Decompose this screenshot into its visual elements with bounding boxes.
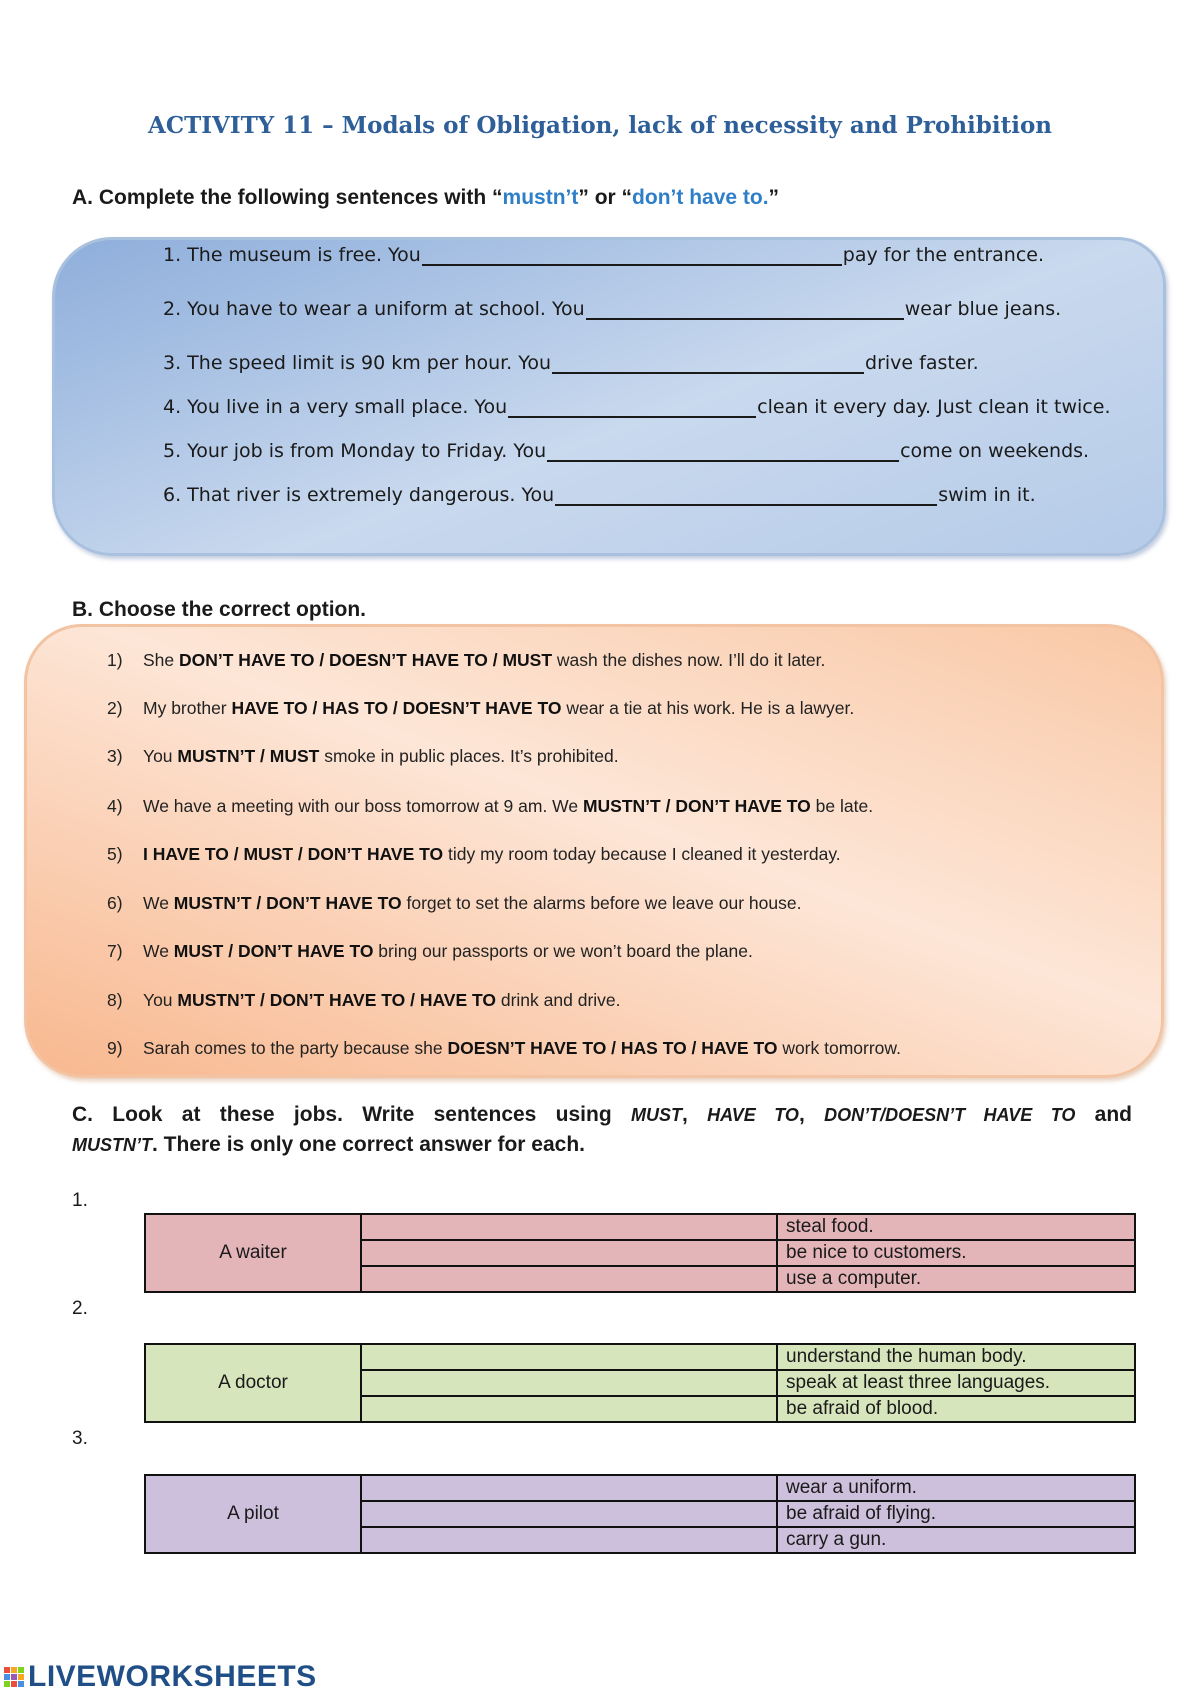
answer-cell[interactable] [361, 1475, 777, 1501]
choice-item-6[interactable] [107, 893, 801, 914]
answer-cell[interactable] [361, 1240, 777, 1266]
section-a-heading [72, 186, 779, 210]
answer-blank-5[interactable] [547, 442, 899, 462]
item-number: 8) [107, 990, 123, 1010]
action-cell: wear a uniform. [777, 1475, 1135, 1501]
sentence-6-after: swim in it. [938, 484, 1036, 506]
action-cell: use a computer. [777, 1266, 1135, 1292]
modal-mustnt: MUSTN’T [72, 1135, 152, 1155]
section-c-heading-line2 [72, 1130, 585, 1160]
logo-grid-icon [4, 1667, 24, 1687]
sentence-2-before: 2. You have to wear a uniform at school. You [163, 298, 585, 320]
item-number: 7) [107, 941, 123, 961]
answer-cell[interactable] [361, 1344, 777, 1370]
item-number: 4) [107, 796, 123, 816]
job-number-1: 1. [72, 1190, 88, 1211]
sentence-3-before: 3. The speed limit is 90 km per hour. You [163, 352, 552, 374]
action-cell: carry a gun. [777, 1527, 1135, 1553]
page-title: ACTIVITY 11 – Modals of Obligation, lack of necessity and Prohibition [147, 112, 1053, 139]
item-number: 6) [107, 893, 123, 913]
option-mustnt: mustn’t [502, 186, 579, 209]
modal-must: MUST [630, 1105, 682, 1125]
item-text-after: wear a tie at his work. He is a lawyer. [561, 698, 855, 718]
action-cell: speak at least three languages. [777, 1370, 1135, 1396]
action-cell: steal food. [777, 1214, 1135, 1240]
action-cell: be nice to customers. [777, 1240, 1135, 1266]
answer-blank-3[interactable] [552, 354, 864, 374]
item-number: 2) [107, 698, 123, 718]
sentence-4-after: clean it every day. Just clean it twice. [757, 396, 1111, 418]
action-cell: be afraid of flying. [777, 1501, 1135, 1527]
item-text-before: My brother [143, 698, 232, 718]
logo-text: LIVEWORKSHEETS [28, 1660, 317, 1693]
choice-item-3[interactable] [107, 746, 619, 767]
answer-cell[interactable] [361, 1214, 777, 1240]
choice-item-2[interactable] [107, 698, 854, 719]
answer-blank-6[interactable] [555, 486, 937, 506]
item-text-after: forget to set the alarms before we leave our house. [401, 893, 802, 913]
item-text-after: wash the dishes now. I’ll do it later. [552, 650, 826, 670]
job-number-3: 3. [72, 1428, 88, 1449]
sentence-5-after: come on weekends. [900, 440, 1090, 462]
item-text-before: We have a meeting with our boss tomorrow at 9 am. We [143, 796, 583, 816]
item-text-before: We [143, 893, 174, 913]
sentence-1-before: 1. The museum is free. You [163, 244, 421, 266]
job-table-pilot [144, 1474, 1136, 1554]
job-table-doctor [144, 1343, 1136, 1423]
job-number-2: 2. [72, 1298, 88, 1319]
answer-cell[interactable] [361, 1527, 777, 1553]
answer-cell[interactable] [361, 1370, 777, 1396]
item-text-after: drink and drive. [496, 990, 621, 1010]
item-text-before: We [143, 941, 174, 961]
sentence-2-after: wear blue jeans. [904, 298, 1062, 320]
answer-cell[interactable] [361, 1396, 777, 1422]
choice-item-1[interactable] [107, 650, 825, 671]
job-name: A waiter [145, 1214, 361, 1292]
item-options[interactable]: MUSTN’T / DON’T HAVE TO / HAVE TO [177, 990, 496, 1010]
item-text-after: tidy my room today because I cleaned it yesterday. [443, 844, 841, 864]
item-options[interactable]: MUSTN’T / MUST [177, 746, 320, 766]
section-c-and: and [1075, 1103, 1133, 1126]
item-number: 9) [107, 1038, 123, 1058]
job-name: A doctor [145, 1344, 361, 1422]
sentence-3-after: drive faster. [865, 352, 979, 374]
section-a-heading-end: ” [768, 186, 780, 209]
choice-item-7[interactable] [107, 941, 753, 962]
item-text-before: You [143, 746, 178, 766]
item-options[interactable]: HAVE TO / HAS TO / DOESN’T HAVE TO [231, 698, 562, 718]
choice-item-5[interactable] [107, 844, 841, 865]
job-name: A pilot [145, 1475, 361, 1553]
section-b-box [24, 624, 1164, 1078]
item-text-before: She [143, 650, 179, 670]
answer-blank-1[interactable] [422, 246, 842, 266]
section-c-heading-line1 [72, 1100, 1132, 1130]
item-text-after: work tomorrow. [777, 1038, 901, 1058]
section-a-heading-text: A. Complete the following sentences with “ [72, 186, 503, 209]
item-text-before: You [143, 990, 178, 1010]
item-text-after: be late. [810, 796, 874, 816]
sentence-3 [163, 352, 979, 374]
section-a-box [52, 237, 1166, 556]
choice-item-8[interactable] [107, 990, 621, 1011]
answer-blank-2[interactable] [586, 300, 904, 320]
item-text-after: bring our passports or we won’t board the plane. [373, 941, 753, 961]
item-number: 3) [107, 746, 123, 766]
choice-item-4[interactable] [107, 796, 873, 817]
separator: , [798, 1103, 825, 1126]
item-options[interactable]: DON’T HAVE TO / DOESN’T HAVE TO / MUST [179, 650, 553, 670]
option-dont-have-to: don’t have to. [632, 186, 769, 209]
liveworksheets-logo[interactable] [4, 1660, 317, 1694]
item-text-after: smoke in public places. It’s prohibited. [319, 746, 619, 766]
item-options[interactable]: MUSTN’T / DON’T HAVE TO [582, 796, 811, 816]
modal-have-to: HAVE TO [707, 1105, 799, 1125]
sentence-5 [163, 440, 1089, 462]
modal-dont-have-to: DON’T/DOESN’T HAVE TO [824, 1105, 1076, 1125]
sentence-6 [163, 484, 1036, 506]
choice-item-9[interactable] [107, 1038, 901, 1059]
action-cell: understand the human body. [777, 1344, 1135, 1370]
sentence-5-before: 5. Your job is from Monday to Friday. You [163, 440, 547, 462]
item-number: 1) [107, 650, 123, 670]
answer-cell[interactable] [361, 1501, 777, 1527]
sentence-2 [163, 298, 1061, 320]
action-cell: be afraid of blood. [777, 1396, 1135, 1422]
section-c-text: C. Look at these jobs. Write sentences using [72, 1103, 631, 1126]
sentence-1 [163, 244, 1044, 266]
item-number: 5) [107, 844, 123, 864]
item-options[interactable]: DOESN’T HAVE TO / HAS TO / HAVE TO [447, 1038, 778, 1058]
item-options[interactable]: I HAVE TO / MUST / DON’T HAVE TO [143, 844, 444, 864]
answer-cell[interactable] [361, 1266, 777, 1292]
separator: , [681, 1103, 708, 1126]
job-table-waiter [144, 1213, 1136, 1293]
item-options[interactable]: MUST / DON’T HAVE TO [173, 941, 374, 961]
item-options[interactable]: MUSTN’T / DON’T HAVE TO [173, 893, 402, 913]
section-b-heading: B. Choose the correct option. [72, 598, 367, 621]
sentence-6-before: 6. That river is extremely dangerous. You [163, 484, 555, 506]
answer-blank-4[interactable] [508, 398, 756, 418]
sentence-1-after: pay for the entrance. [842, 244, 1045, 266]
section-a-heading-mid: ” or “ [578, 186, 633, 209]
section-c-text-end: . There is only one correct answer for each. [152, 1133, 585, 1156]
item-text-before: Sarah comes to the party because she [143, 1038, 448, 1058]
sentence-4-before: 4. You live in a very small place. You [163, 396, 508, 418]
sentence-4 [163, 396, 1110, 418]
